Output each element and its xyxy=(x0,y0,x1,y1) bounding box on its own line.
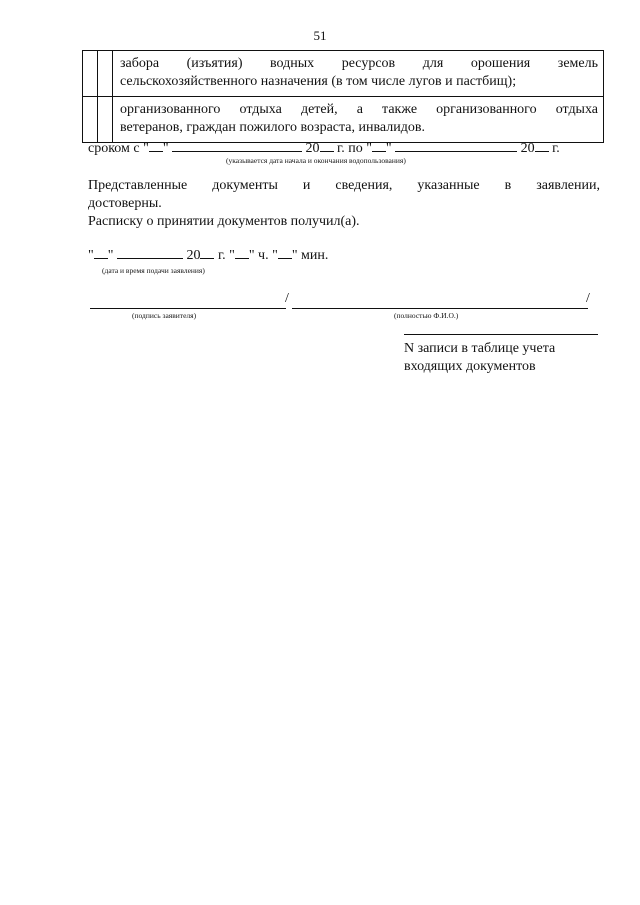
submission-month-blank[interactable] xyxy=(117,245,183,259)
purpose-cell xyxy=(113,51,604,97)
term-suffix: г. xyxy=(552,141,560,156)
purpose-text-line: организованного отдыха детей, а также организованного отдыха xyxy=(120,102,598,117)
page-number: 51 xyxy=(313,28,327,43)
signature-caption: (подпись заявителя) xyxy=(132,311,197,320)
submission-hour-blank[interactable] xyxy=(235,245,249,259)
statement-line: достоверны. xyxy=(88,196,162,211)
submission-year-blank[interactable] xyxy=(200,245,214,259)
submission-min: " мин. xyxy=(291,248,329,263)
purpose-table xyxy=(82,50,604,143)
day-from-blank[interactable] xyxy=(149,138,163,152)
submission-quote-open: " xyxy=(88,248,94,263)
statement-line: Представленные документы и сведения, указанные в заявлении, xyxy=(88,178,600,193)
signature-slash: / xyxy=(285,291,289,306)
purpose-text-line: сельскохозяйственного назначения (в том числе лугов и пастбищ); xyxy=(120,74,517,89)
full-name-slash: / xyxy=(586,291,590,306)
day-to-blank[interactable] xyxy=(372,138,386,152)
term-year-to: 20 xyxy=(520,141,535,156)
submission-year: 20 xyxy=(186,248,201,263)
term-quote-close-2: " xyxy=(385,141,392,156)
full-name-line[interactable] xyxy=(292,308,588,309)
checkbox-cell xyxy=(83,97,98,143)
submission-line xyxy=(88,245,600,265)
year-to-blank[interactable] xyxy=(535,138,549,152)
checkbox-cell xyxy=(83,51,98,97)
term-caption: (указывается дата начала и окончания водопользования) xyxy=(226,156,406,165)
month-from-blank[interactable] xyxy=(172,138,302,152)
purpose-text-line: ветеранов, граждан пожилого возраста, инвалидов. xyxy=(120,120,425,135)
signature-line[interactable] xyxy=(90,308,286,309)
year-from-blank[interactable] xyxy=(320,138,334,152)
month-to-blank[interactable] xyxy=(395,138,517,152)
term-prefix: сроком с " xyxy=(88,141,149,156)
submission-ch: " ч. " xyxy=(248,248,278,263)
full-name-caption: (полностью Ф.И.О.) xyxy=(394,311,459,320)
submission-g: г. " xyxy=(217,248,235,263)
code-cell xyxy=(98,97,113,143)
term-mid: г. по " xyxy=(337,141,372,156)
term-year-from: 20 xyxy=(305,141,320,156)
table-row xyxy=(83,97,604,143)
purpose-text-line: забора (изъятия) водных ресурсов для орошения земель xyxy=(120,56,598,71)
table-row xyxy=(83,51,604,97)
code-cell xyxy=(98,51,113,97)
registry-label-line: N записи в таблице учета xyxy=(404,341,556,356)
submission-quote-close: " xyxy=(107,248,114,263)
statement-line: Расписку о принятии документов получил(а). xyxy=(88,214,360,229)
submission-day-blank[interactable] xyxy=(94,245,108,259)
submission-caption: (дата и время подачи заявления) xyxy=(102,266,205,275)
registry-number-line[interactable] xyxy=(404,334,598,335)
registry-label xyxy=(404,340,555,376)
registry-label-line: входящих документов xyxy=(404,359,536,374)
purpose-cell xyxy=(113,97,604,143)
submission-minute-blank[interactable] xyxy=(278,245,292,259)
term-line xyxy=(88,138,602,157)
statements xyxy=(88,177,600,231)
term-quote-close: " xyxy=(162,141,169,156)
